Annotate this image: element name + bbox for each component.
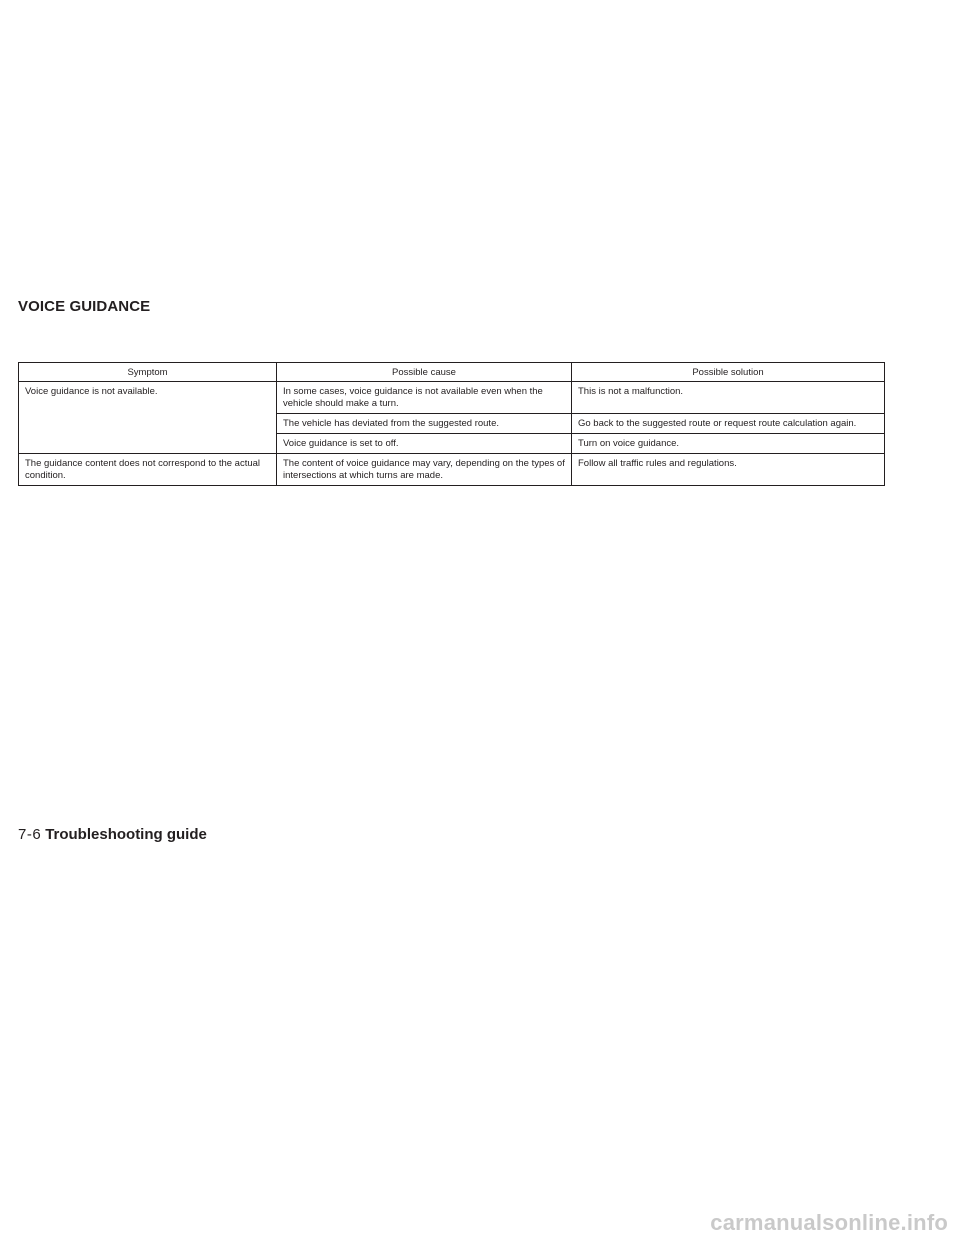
solution-cell: Follow all traffic rules and regulations. xyxy=(572,454,885,486)
page-number: 7-6 xyxy=(18,826,42,843)
cause-cell: In some cases, voice guidance is not available even when the vehicle should make a turn. xyxy=(277,382,572,414)
cause-cell: Voice guidance is set to off. xyxy=(277,434,572,454)
table-row xyxy=(19,454,885,486)
page-footer xyxy=(18,826,207,843)
header-symptom: Symptom xyxy=(19,363,277,382)
section-title: VOICE GUIDANCE xyxy=(18,298,151,315)
table-row xyxy=(19,382,885,414)
troubleshooting-table xyxy=(18,362,885,486)
solution-cell: Turn on voice guidance. xyxy=(572,434,885,454)
header-possible-cause: Possible cause xyxy=(277,363,572,382)
cause-cell: The vehicle has deviated from the suggested route. xyxy=(277,414,572,434)
solution-cell: This is not a malfunction. xyxy=(572,382,885,414)
symptom-cell: The guidance content does not correspond to the actual condition. xyxy=(19,454,277,486)
table-header-row xyxy=(19,363,885,382)
solution-cell: Go back to the suggested route or request route calculation again. xyxy=(572,414,885,434)
header-possible-solution: Possible solution xyxy=(572,363,885,382)
symptom-cell: Voice guidance is not available. xyxy=(19,382,277,454)
watermark: carmanualsonline.info xyxy=(710,1210,948,1235)
cause-cell: The content of voice guidance may vary, depending on the types of intersections at which turns are made. xyxy=(277,454,572,486)
footer-section-name: Troubleshooting guide xyxy=(45,826,207,843)
